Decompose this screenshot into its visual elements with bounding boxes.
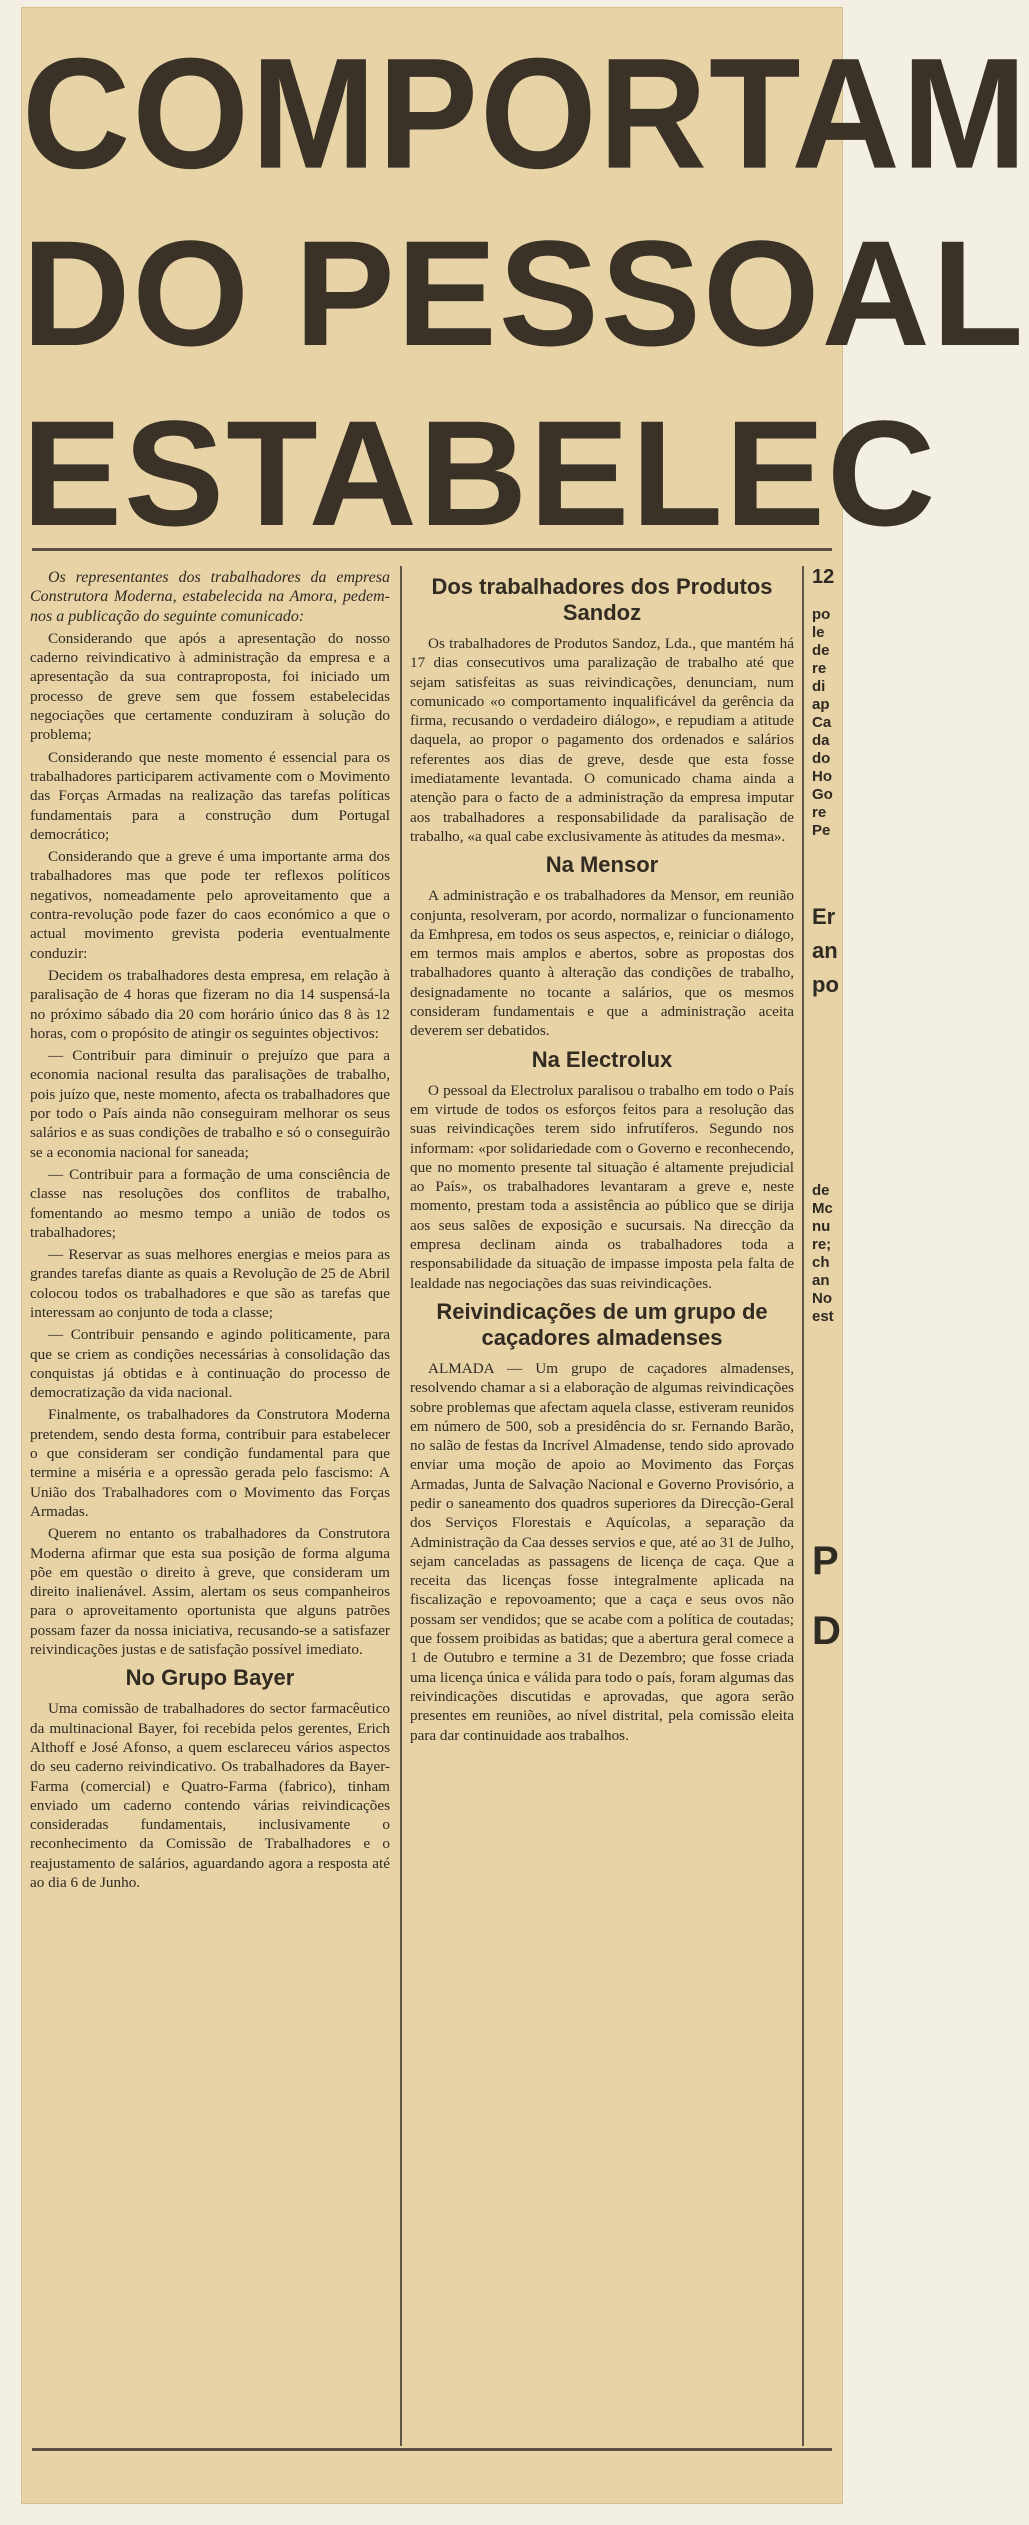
- cacadores-heading: Reivindicações de um grupo de caçadores almadenses: [436, 1298, 768, 1350]
- electrolux-heading: Na Electrolux: [531, 1046, 673, 1072]
- headline-line-1: COMPORTAM: [22, 24, 1029, 202]
- sandoz-heading: Dos trabalhadores dos Produtos Sandoz: [431, 574, 773, 625]
- paragraph: Considerando que após a apresentação do nosso caderno reivindicativo à administração da empresa e a apresentação da sua contraproposta, foi iniciado um processo de greve sem que fossem estabelecidas negociações que certamente conduziram à solução do problema;: [30, 629, 390, 744]
- paragraph: Querem no entanto os trabalhadores da Construtora Moderna afirmar que esta sua posição de forma alguma põe em questão o direito à greve, que consideram um direito inalienável. Assim, alertam os seus companheiros para o aproveitamento oportunista que alguns patrões possam fazer da nossa iniciativa, recusando-se a satisfazer reivindicações justas e de satisfação possível imediato.: [30, 1525, 390, 1659]
- paragraph: Considerando que a greve é uma importante arma dos trabalhadores mas que pode ter reflexos políticos negativos, nomeadamente pelo aproveitamento que a contra-revolução pode fazer do caos económico a que o actual movimento grevista poderia eventualmente conduzir:: [30, 848, 390, 962]
- headline-line-3: ESTABELEC: [22, 389, 938, 557]
- paragraph: Considerando que neste momento é essencial para os trabalhadores participarem activamente com o Movimento das Forças Armadas na realização das tarefas políticas fundamentais para a construção dum Portugal democrático;: [30, 748, 390, 843]
- bayer-heading: No Grupo Bayer: [125, 1665, 295, 1691]
- column-divider-2: [802, 566, 804, 2446]
- column-2: [410, 568, 794, 1748]
- fragment-text: P D: [812, 1539, 841, 1653]
- headline-rule: [32, 548, 832, 551]
- mensor-paragraph: A administração e os trabalhadores da Mensor, em reunião conjunta, resolveram, por acordo, normalizar o funcionamento da Emhpresa, em todos os seus aspectos, e, reiniciar o diálogo, em termos mais amplos e abertos, sobre as propostas dos trabalhadores quanto à alteração das condições de trabalho, designadamente no tocante a salários, que os mesmos consideram fundamentais e que a administração aceita deverem ser debatidos.: [410, 887, 794, 1040]
- fragment-text: 12: [812, 566, 835, 588]
- newspaper-clipping: [22, 8, 1029, 2503]
- column-divider-1: [400, 566, 402, 2446]
- electrolux-paragraph: O pessoal da Electrolux paralisou o trabalho em todo o País em virtude de todos os esforços feitos para a resolução das suas reivindicações terem sido infrutíferos. Segundo nos informam: «por solidariedade com o Governo e reconhecendo, que no momento presente tal situação é altamente prejudicial ao País», os trabalhadores levantaram a greve e, neste momento, prestam toda a assistência ao público que se dirija aos seus salões de exposição e sucursais. Na direcção da empresa declinam ainda os trabalhadores toda a responsabilidade da situação de impasse imposta pela falta de lealdade nas negociações das suas reivindicações.: [410, 1081, 794, 1292]
- paragraph: — Contribuir para diminuir o prejuízo que para a economia nacional resulta das paralisações de trabalho, pois juízo que, neste momento, afecta os trabalhadores que por todo o País ainda não conseguiram melhorar os seus salários e as suas condições de trabalho e só o conseguirão se a economia nacional for saneada;: [30, 1047, 390, 1161]
- intro-paragraph: Os representantes dos trabalhadores da empresa Construtora Moderna, estabelecida na Amora, pedem-nos a publicação do seguinte comunicado:: [30, 569, 390, 625]
- paragraph: — Contribuir pensando e agindo politicamente, para que se criem as condições necessárias à consolidação das conquistas já obtidas e à continuação do processo de democratização da vida nacional.: [30, 1326, 390, 1402]
- column-1: [30, 568, 390, 1895]
- fragment-text: Er an po: [812, 904, 839, 997]
- fragment-text: po le de re di ap Ca da do Ho Go re Pe: [812, 606, 833, 839]
- headline-line-2: DO PESSOAL: [22, 209, 1026, 377]
- column-3-fragment: [812, 568, 842, 1666]
- mensor-heading: Na Mensor: [545, 852, 659, 878]
- paragraph: Finalmente, os trabalhadores da Construtora Moderna pretendem, sendo desta forma, contribuir para estabelecer o que consideram ser condição fundamental para que termine a miséria e a opressão gerada pelo fascismo: A União dos Trabalhadores com o Movimento das Forças Armadas.: [30, 1406, 390, 1520]
- paragraph: — Contribuir para a formação de uma consciência de classe nas resoluções dos conflitos de trabalho, fomentando ao mesmo tempo a união de todos os trabalhadores;: [30, 1165, 390, 1241]
- paragraph: Decidem os trabalhadores desta empresa, em relação à paralisação de 4 horas que fizeram no dia 14 suspensá-la no próximo sábado dia 20 com horário único das 8 às 12 horas, com o propósito de atingir os seguintes objectivos:: [30, 966, 390, 1042]
- fragment-text: de Mc nu re; ch an No est: [812, 1182, 834, 1325]
- bottom-rule: [32, 2448, 832, 2451]
- bayer-paragraph: Uma comissão de trabalhadores do sector farmacêutico da multinacional Bayer, foi recebida pelos gerentes, Erich Althoff e José Afonso, a quem esclareceu vários aspectos do seu caderno reivindicativo. Os trabalhadores da Bayer-Farma (comercial) e Quatro-Farma (fabrico), tinham enviado um caderno contendo várias reivindicações consideradas fundamentais, inclusivamente o reconhecimento da Comissão de Trabalhadores e o reajustamento de salários, aguardando agora a resposta até ao dia 6 de Junho.: [30, 1700, 390, 1891]
- paragraph: — Reservar as suas melhores energias e meios para as grandes tarefas diante as quais a Revolução de 25 de Abril colocou todos os trabalhadores e que são as tarefas que interessam ao conjunto de toda a classe;: [30, 1246, 390, 1321]
- sandoz-paragraph: Os trabalhadores de Produtos Sandoz, Lda., que mantém há 17 dias consecutivos uma paralização de trabalho até que sejam satisfeitas as suas reivindicações, denunciam, num comunicado «o comportamento inqualificável da gerência da firma, recusando o verdadeiro diálogo», e repudiam a atitude daquela, ao propor o pagamento dos ordenados e salários referentes aos dias de greve, desde que esta fosse imediatamente levantada. O comunicado chama ainda a atenção para o facto de a administração da empresa imputar aos trabalhadores a responsabilidade da paralisação de trabalho, «a qual cabe exclusivamente às atitudes da mesma».: [410, 635, 794, 845]
- cacadores-paragraph: ALMADA — Um grupo de caçadores almadenses, resolvendo chamar a si a elaboração de algumas reivindicações sobre problemas que afectam aquela classe, estiveram reunidos em número de 500, sob a presidência do sr. Fernando Barão, no salão de festas da Incrível Almadense, tendo sido aprovado enviar uma moção de apoio ao Movimento das Forças Armadas, Junta de Salvação Nacional e Governo Provisório, a pedir o saneamento dos quadros superiores da Direcção-Geral dos Serviços Florestais e Aquícolas, a separação da Administração da Caa desses servios e que, até ao 31 de Julho, sejam canceladas as passagens de licença de caça. Que a receita das licenças fosse integralmente aplicada na fiscalização e repovoamento; que a caça e seus ovos não possam ser vendidos; que se acabe com a política de coutadas; que fossem proibidas as batidas; que a abertura geral comece a 1 de Outubro e termine a 31 de Dezembro; que fosse criada uma licença única e válida para todo o país, foram algumas das reivindicações discutidas e aprovadas, que agora serão presentes em reuniões, ao nível distrital, pela comissão eleita para dar continuidade aos trabalhos.: [410, 1359, 794, 1744]
